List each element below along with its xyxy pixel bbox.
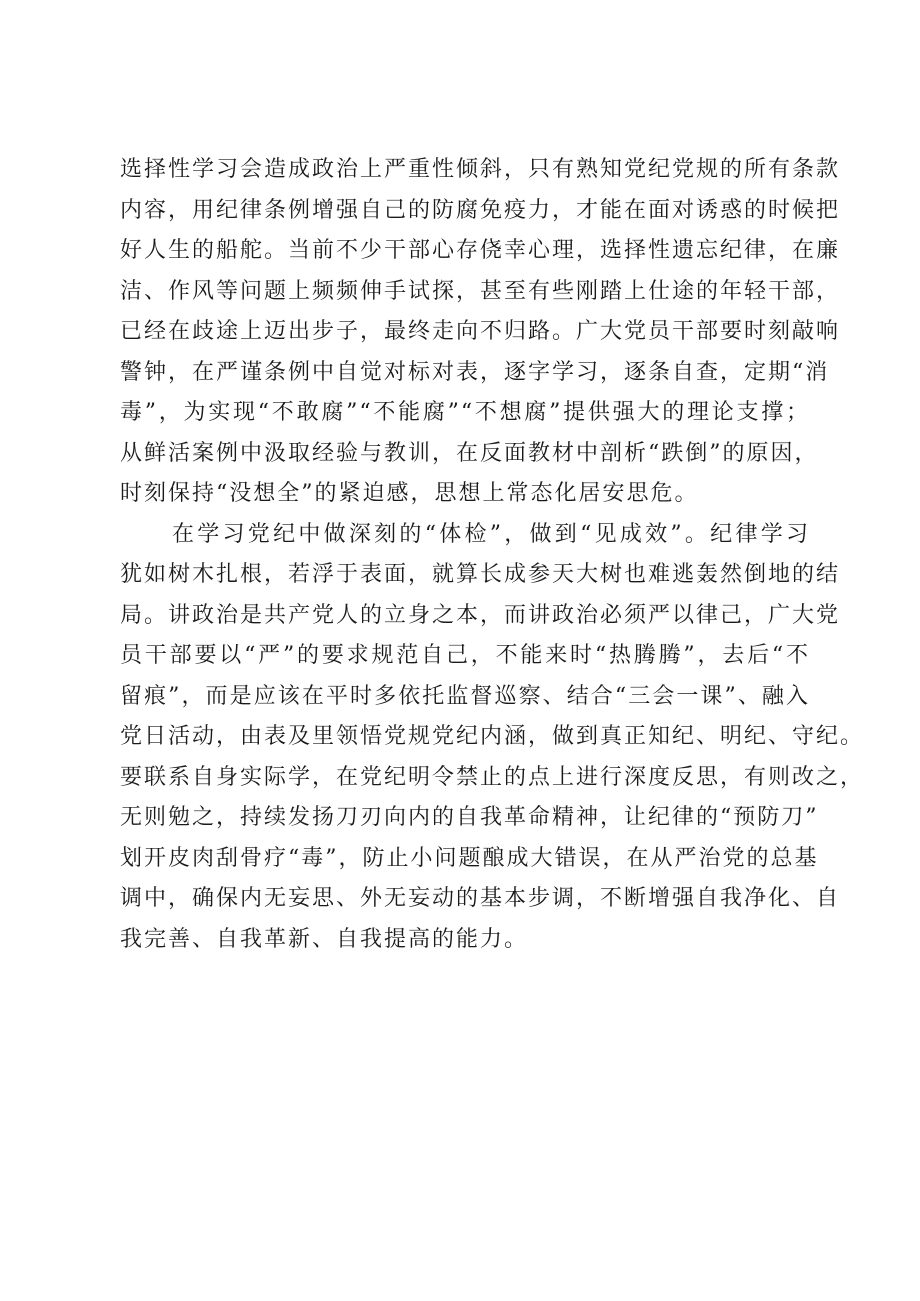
paragraph-line: 员干部要以“严”的要求规范自己，不能来时“热腾腾”，去后“不	[120, 643, 810, 668]
paragraph-line: 毒”，为实现“不敢腐”“不能腐”“不想腐”提供强大的理论支撑；	[120, 400, 810, 425]
paragraph-line: 调中，确保内无妄思、外无妄动的基本步调，不断增强自我净化、自	[120, 886, 841, 911]
paragraph-1	[120, 150, 841, 515]
paragraph-line: 犹如树木扎根，若浮于表面，就算长成参天大树也难逃轰然倒地的结	[120, 562, 841, 587]
paragraph-line: 已经在歧途上迈出步子，最终走向不归路。广大党员干部要时刻敲响	[120, 319, 841, 344]
paragraph-line: 在学习党纪中做深刻的“体检”，做到“见成效”。纪律学习	[172, 521, 810, 547]
paragraph-line: 局。讲政治是共产党人的立身之本，而讲政治必须严以律己，广大党	[120, 602, 841, 628]
body-text	[120, 150, 865, 960]
paragraph-line: 从鲜活案例中汲取经验与教训，在反面教材中剖析“跌倒”的原因，	[120, 440, 819, 466]
paragraph-line: 选择性学习会造成政治上严重性倾斜，只有熟知党纪党规的所有条款	[120, 157, 841, 182]
paragraph-line: 我完善、自我革新、自我提高的能力。	[120, 926, 529, 952]
paragraph-line: 警钟，在严谨条例中自觉对标对表，逐字学习，逐条自查，定期“消	[120, 359, 830, 385]
paragraph-line: 洁、作风等问题上频频伸手试探，甚至有些刚踏上仕途的年轻干部，	[120, 278, 841, 304]
paragraph-line: 要联系自身实际学，在党纪明令禁止的点上进行深度反思，有则改之，	[120, 764, 865, 790]
paragraph-line: 留痕”，而是应该在平时多依托监督巡察、结合“三会一课”、融入	[120, 683, 810, 709]
paragraph-line: 好人生的船舵。当前不少干部心存侥幸心理，选择性遗忘纪律，在廉	[120, 238, 841, 263]
paragraph-line: 无则勉之，持续发扬刀刃向内的自我革命精神，让纪律的“预防刀”	[120, 805, 819, 830]
paragraph-line: 党日活动，由表及里领悟党规党纪内涵，做到真正知纪、明纪、守纪。	[120, 724, 865, 749]
paragraph-line: 划开皮肉刮骨疗“毒”，防止小问题酿成大错误，在从严治党的总基	[120, 845, 819, 871]
paragraph-line: 内容，用纪律条例增强自己的防腐免疫力，才能在面对诱惑的时候把	[120, 197, 841, 223]
paragraph-2	[120, 515, 865, 961]
paragraph-line: 时刻保持“没想全”的紧迫感，思想上常态化居安思危。	[120, 481, 699, 506]
